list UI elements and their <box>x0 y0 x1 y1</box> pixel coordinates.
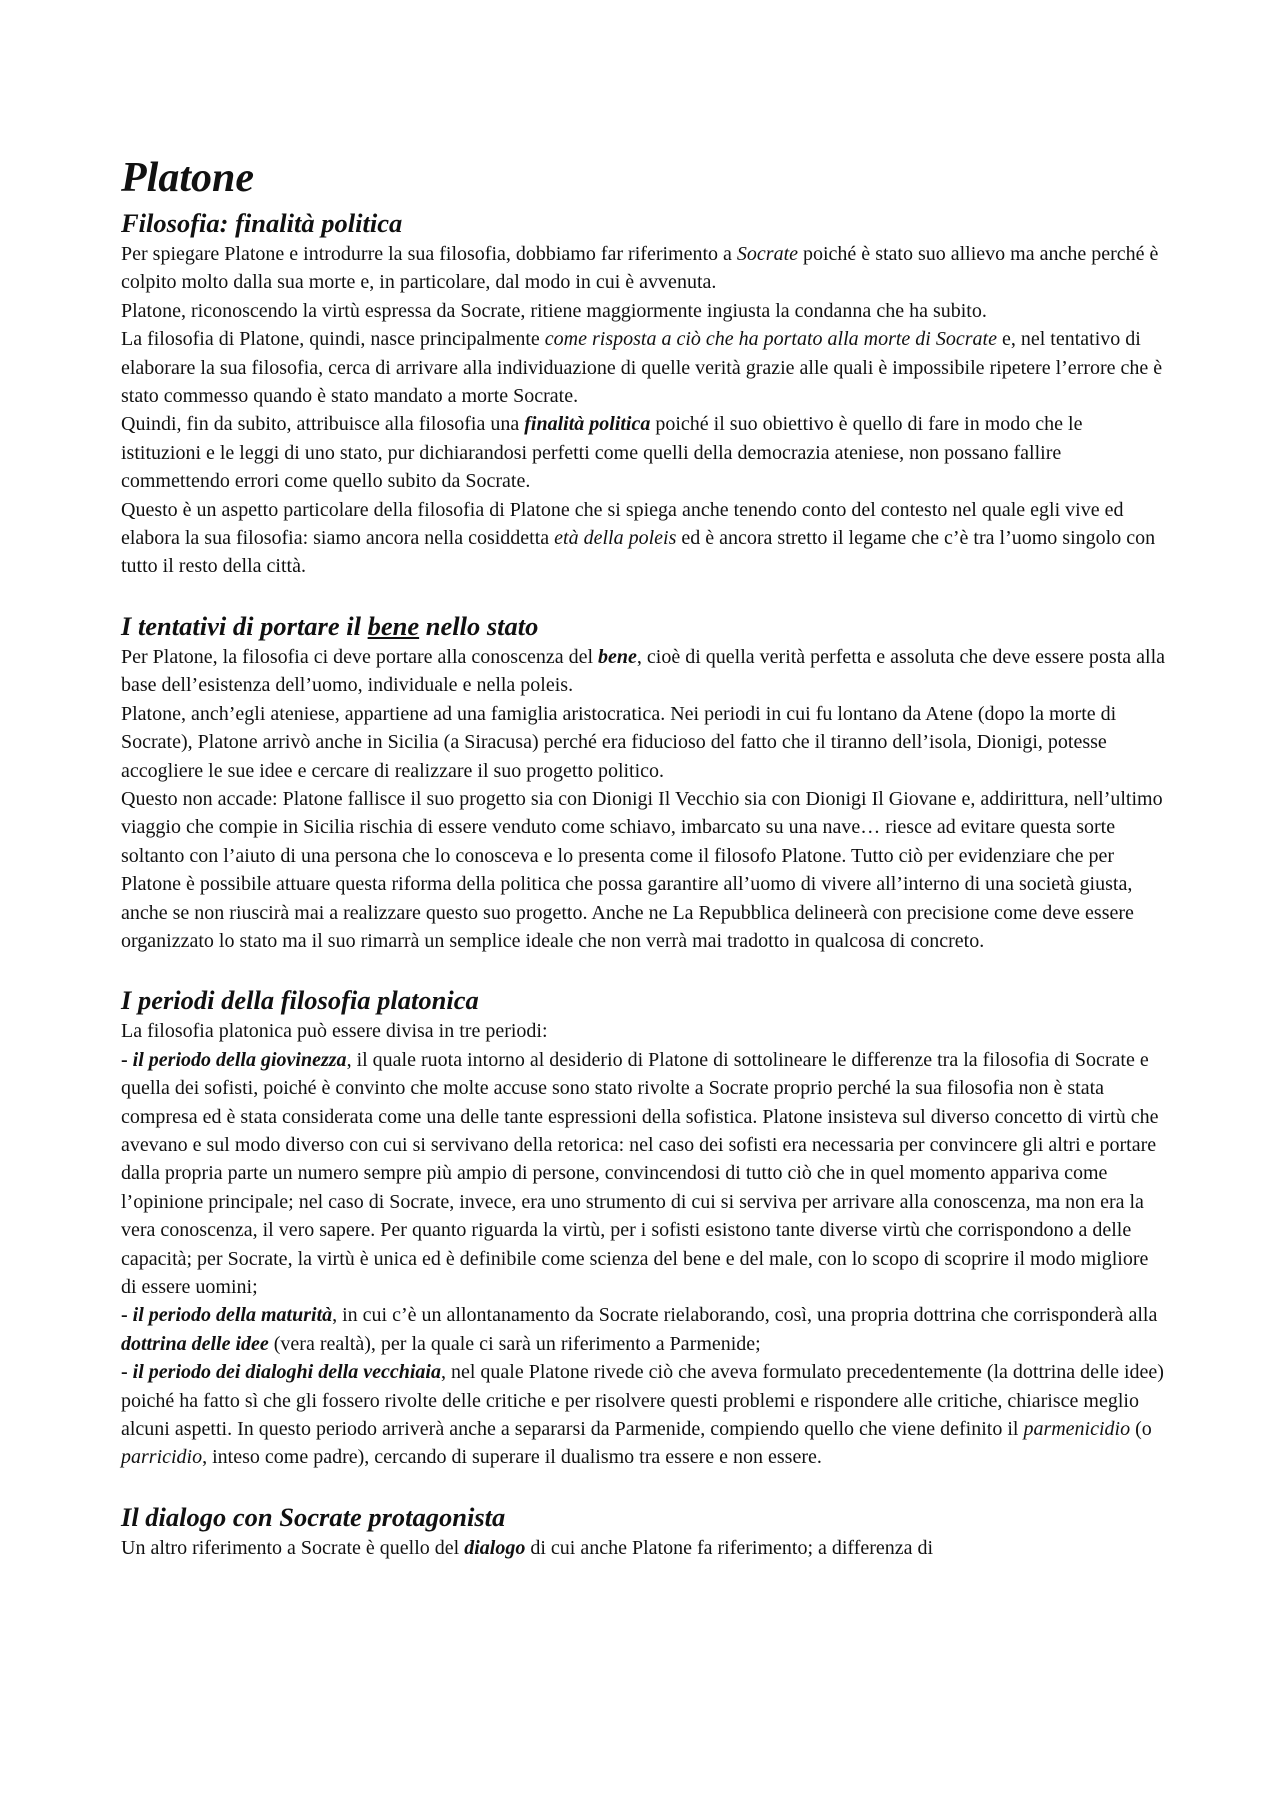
underlined-word: bene <box>367 610 420 641</box>
emphasis-eta-poleis: età della poleis <box>554 527 677 550</box>
paragraph <box>121 1534 1166 1562</box>
list-item <box>121 1301 1166 1358</box>
text: , il quale ruota intorno al desiderio di Platone di sottolineare le differenze tra la filosofia di Socrate e quella dei sofisti, poiché è convinto che molte accuse sono stato rivolte a Socrate proprio perché la sua filosofia non è stata compresa ed è stata considerata come una delle tante espressioni della sofistica. Platone insisteva sul diverso concetto di virtù che avevano e sul modo diverso con cui si servivano della retorica: nel caso dei sofisti era necessaria per convincere gli altri e portare dalla propria parte un numero sempre più ampio di persone, convincendosi di tutto ciò che in quel momento appariva come l’opinione principale; nel caso di Socrate, invece, era uno strumento di cui si serviva per arrivare alla conoscenza, ma non era la vera conoscenza, il vero sapere. Per quanto riguarda la virtù, per i sofisti esistono tante diverse virtù che corrispondono a delle capacità; per Socrate, la virtù è unica ed è definibile come scienza del bene e del male, con lo scopo di scoprire il modo migliore di essere uomini; <box>121 1048 1159 1298</box>
emphasis-finalita-politica: finalità politica <box>524 413 651 436</box>
text: Un altro riferimento a Socrate è quello del <box>121 1536 465 1559</box>
list-item <box>121 1358 1166 1472</box>
text: nello stato <box>419 610 539 641</box>
paragraph: Platone, anch’egli ateniese, appartiene ad una famiglia aristocratica. Nei periodi in cui fu lontano da Atene (dopo la morte di Socrate), Platone arrivò anche in Sicilia (a Siracusa) perché era fiducioso del fatto che il tiranno dell’isola, Dionigi, potesse accogliere le sue idee e cercare di realizzare il suo progetto politico. <box>121 702 1117 782</box>
paragraph <box>121 496 1166 581</box>
section-heading-finalita-politica: Filosofia: finalità politica <box>121 208 403 238</box>
paragraph <box>121 410 1166 495</box>
text: I tentativi di portare il <box>121 610 368 641</box>
page-title: Platone <box>121 155 254 201</box>
paragraph: Platone, riconoscendo la virtù espressa da Socrate, ritiene maggiormente ingiusta la condanna che ha subito. <box>121 299 987 322</box>
text: Per Platone, la filosofia ci deve portare alla conoscenza del <box>121 645 599 668</box>
text: e, nel tentativo di elaborare la sua filosofia, cerca di arrivare alla individuazione di quelle verità grazie alle quali è impossibile ripetere l’errore che è stato commesso quando è stato mandato a morte Socrate. <box>121 328 1163 408</box>
paragraph: La filosofia platonica può essere divisa in tre periodi: <box>121 1020 548 1043</box>
emphasis-parmenicidio: parmenicidio <box>1023 1418 1131 1441</box>
text: poiché è stato suo allievo ma anche perché è colpito molto dalla sua morte e, in particolare, dal modo in cui è avvenuta. <box>121 243 1159 294</box>
text: (o <box>1130 1418 1152 1441</box>
paragraph <box>121 240 1166 297</box>
section-heading-periodi: I periodi della filosofia platonica <box>121 985 479 1016</box>
text: Quindi, fin da subito, attribuisce alla filosofia una <box>121 413 525 436</box>
text: poiché il suo obiettivo è quello di fare in modo che le istituzioni e le leggi di uno stato, pur dichiarandosi perfetti come quelli della democrazia ateniese, non possano fallire commettendo errori come quello subito da Socrate. <box>121 413 1083 493</box>
dash: - <box>121 1048 133 1071</box>
text: (vera realtà), per la quale ci sarà un riferimento a Parmenide; <box>268 1332 761 1355</box>
emphasis-giovinezza: il periodo della giovinezza <box>132 1048 347 1071</box>
text: Per spiegare Platone e introdurre la sua filosofia, dobbiamo far riferimento a <box>121 243 737 265</box>
paragraph <box>121 325 1166 410</box>
emphasis-parricidio: parricidio <box>121 1446 203 1469</box>
dash: - <box>121 1361 133 1384</box>
emphasis-socrate: Socrate <box>736 243 798 265</box>
text: , in cui c’è un allontanamento da Socrate rielaborando, così, una propria dottrina che corrisponderà alla <box>332 1304 1158 1327</box>
emphasis-dialogo: dialogo <box>464 1536 526 1559</box>
emphasis-vecchiaia: il periodo dei dialoghi della vecchiaia <box>132 1361 441 1384</box>
text: La filosofia di Platone, quindi, nasce principalmente <box>121 328 545 351</box>
text: , inteso come padre), cercando di superare il dualismo tra essere e non essere. <box>202 1446 822 1469</box>
text: ed è ancora stretto il legame che c’è tra l’uomo singolo con tutto il resto della città. <box>121 527 1156 578</box>
emphasis-maturita: il periodo della maturità <box>132 1304 333 1327</box>
dash: - <box>121 1304 133 1327</box>
text: , nel quale Platone rivede ciò che aveva formulato precedentemente (la dottrina delle idee) poiché ha fatto sì che gli fossero rivolte delle critiche e per risolvere questi problemi e rispondere alle critiche, chiarisce meglio alcuni aspetti. In questo periodo arriverà anche a separarsi da Parmenide, compiendo quello che viene definito il <box>121 1361 1164 1441</box>
emphasis-bene: bene <box>598 645 637 668</box>
text: Questo è un aspetto particolare della filosofia di Platone che si spiega anche tenendo conto del contesto nel quale egli vive ed elabora la sua filosofia: siamo ancora nella cosiddetta <box>121 498 1124 550</box>
text: di cui anche Platone fa riferimento; a differenza di <box>525 1536 934 1559</box>
text: , cioè di quella verità perfetta e assoluta che deve essere posta alla base dell’esistenza dell’uomo, individuale e nella poleis. <box>121 645 1166 697</box>
paragraph <box>121 643 1166 700</box>
emphasis: come risposta a ciò che ha portato alla morte di Socrate <box>544 328 997 351</box>
document-body <box>121 152 1166 1562</box>
section-heading-dialogo: Il dialogo con Socrate protagonista <box>121 1501 506 1532</box>
section-heading-bene-stato <box>121 609 1166 643</box>
list-item <box>121 1046 1166 1302</box>
emphasis-dottrina-idee: dottrina delle idee <box>121 1332 269 1355</box>
paragraph: Questo non accade: Platone fallisce il suo progetto sia con Dionigi Il Vecchio sia con Dionigi Il Giovane e, addirittura, nell’ultimo viaggio che compie in Sicilia rischia di essere venduto come schiavo, imbarcato su una nave… riesce ad evitare questa sorte soltanto con l’aiuto di una persona che lo conosceva e lo presenta come il filosofo Platone. Tutto ciò per evidenziare che per Platone è possibile attuare questa riforma della politica che possa garantire all’uomo di vivere all’interno di una società giusta, anche se non riuscirà mai a realizzare questo suo progetto. Anche ne La Repubblica delineerà con precisione come deve essere organizzato lo stato ma il suo rimarrà un semplice ideale che non verrà mai tradotto in qualcosa di concreto. <box>121 787 1163 952</box>
